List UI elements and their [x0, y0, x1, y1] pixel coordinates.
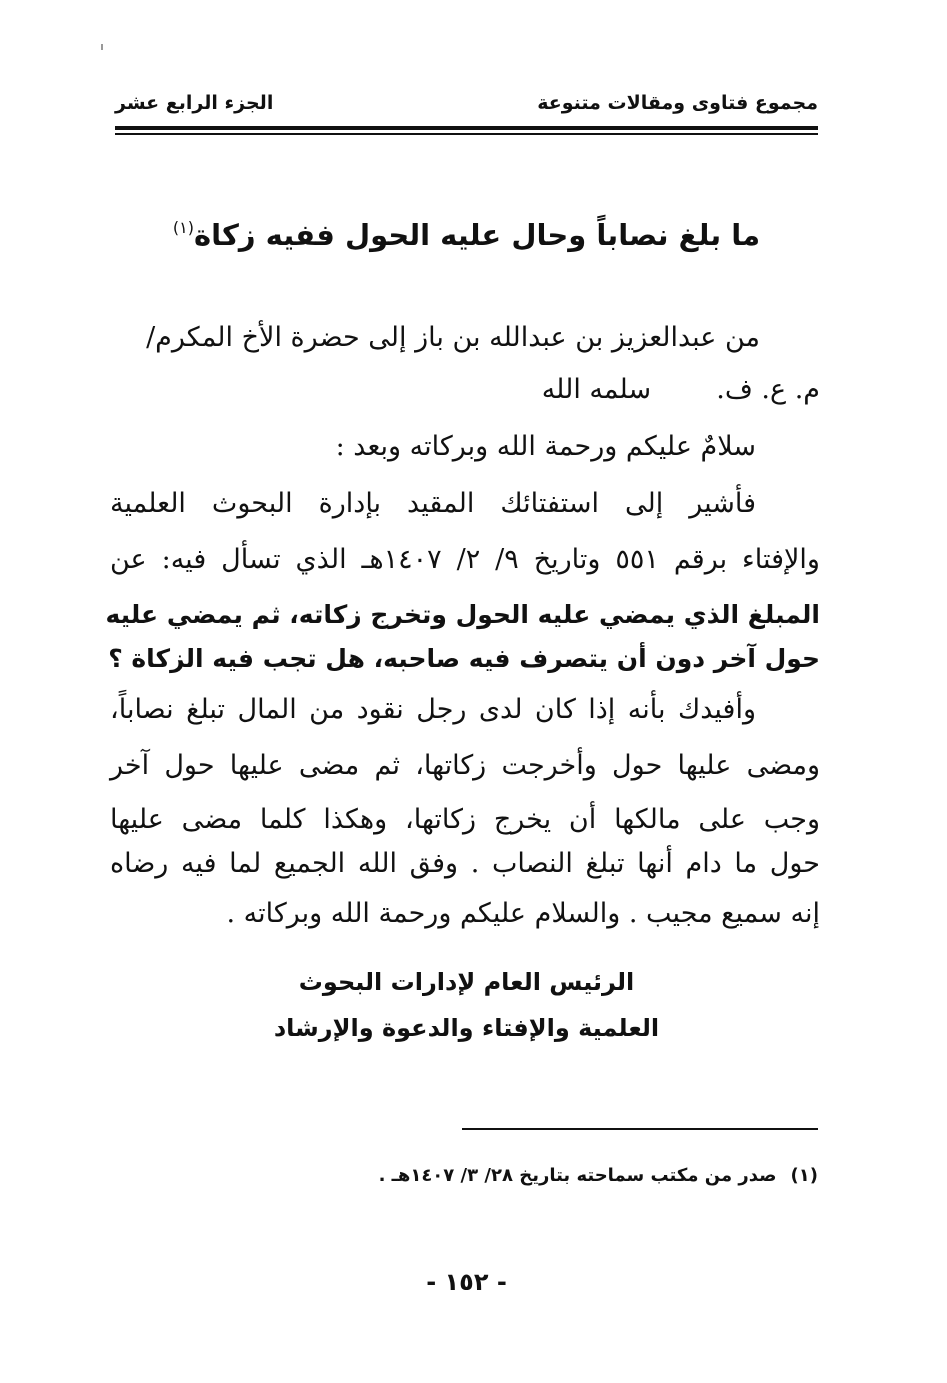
- volume-label: الجزء الرابع عشر: [115, 92, 274, 114]
- footnote-text: صدر من مكتب سماحته بتاريخ ٢٨/ ٣/ ١٤٠٧هـ .: [378, 1165, 777, 1186]
- footnote: [379, 1165, 818, 1186]
- scan-speck: [101, 44, 103, 50]
- letter-body: [105, 0, 820, 1000]
- question-line-1: المبلغ الذي يمضي عليه الحول وتخرج زكاته، ثم يمضي عليه: [105, 600, 820, 629]
- para2-line-4: حول ما دام أنها تبلغ النصاب . وفق الله الجميع لما فيه رضاه: [110, 848, 820, 879]
- para2-line-2: ومضى عليها حول وأخرجت زكاتها، ثم مضى عليها حول آخر: [110, 750, 820, 781]
- question-line-2: حول آخر دون أن يتصرف فيه صاحبه، هل تجب فيه الزكاة ؟: [108, 644, 820, 673]
- para2-line-3: وجب على مالكها أن يخرج زكاتها، وهكذا كلما مضى عليها: [110, 804, 820, 835]
- page-number: - ١٥٢ -: [426, 1268, 507, 1296]
- recipient-initials: م. ع. ف.: [716, 374, 820, 405]
- para1-line-1: فأشير إلى استفتائك المقيد بإدارة البحوث العلمية: [110, 488, 756, 519]
- para1-line-2-b: عن: [110, 544, 147, 575]
- para1-line-2: [110, 544, 820, 575]
- para2-line-5: إنه سميع مجيب . والسلام عليكم ورحمة الله وبركاته .: [226, 898, 820, 929]
- footnote-marker: (١): [790, 1165, 818, 1186]
- book-title: مجموع فتاوى ومقالات متنوعة: [537, 92, 818, 114]
- signature-line-2: العلمية والإفتاء والدعوة والإرشاد: [273, 1014, 660, 1042]
- title-footnote-marker: (١): [172, 218, 194, 237]
- para1-line-2-a: والإفتاء برقم ٥٥١ وتاريخ ٩/ ٢/ ١٤٠٧هـ الذي تسأل فيه:: [161, 544, 820, 575]
- recipient-blessing: سلمه الله: [541, 374, 652, 405]
- address-line-1: من عبدالعزيز بن عبدالله بن باز إلى حضرة الأخ المكرم/: [146, 322, 760, 353]
- article-title-text: ما بلغ نصاباً وحال عليه الحول ففيه زكاة: [193, 218, 761, 252]
- footnote-separator: [462, 1128, 818, 1130]
- address-line-2: [542, 374, 820, 405]
- signature-line-1: الرئيس العام لإدارات البحوث: [298, 968, 635, 996]
- para2-line-1: وأفيدك بأنه إذا كان لدى رجل نقود من المال تبلغ نصاباً،: [110, 694, 756, 725]
- greeting: سلامٌ عليكم ورحمة الله وبركاته وبعد :: [335, 431, 756, 462]
